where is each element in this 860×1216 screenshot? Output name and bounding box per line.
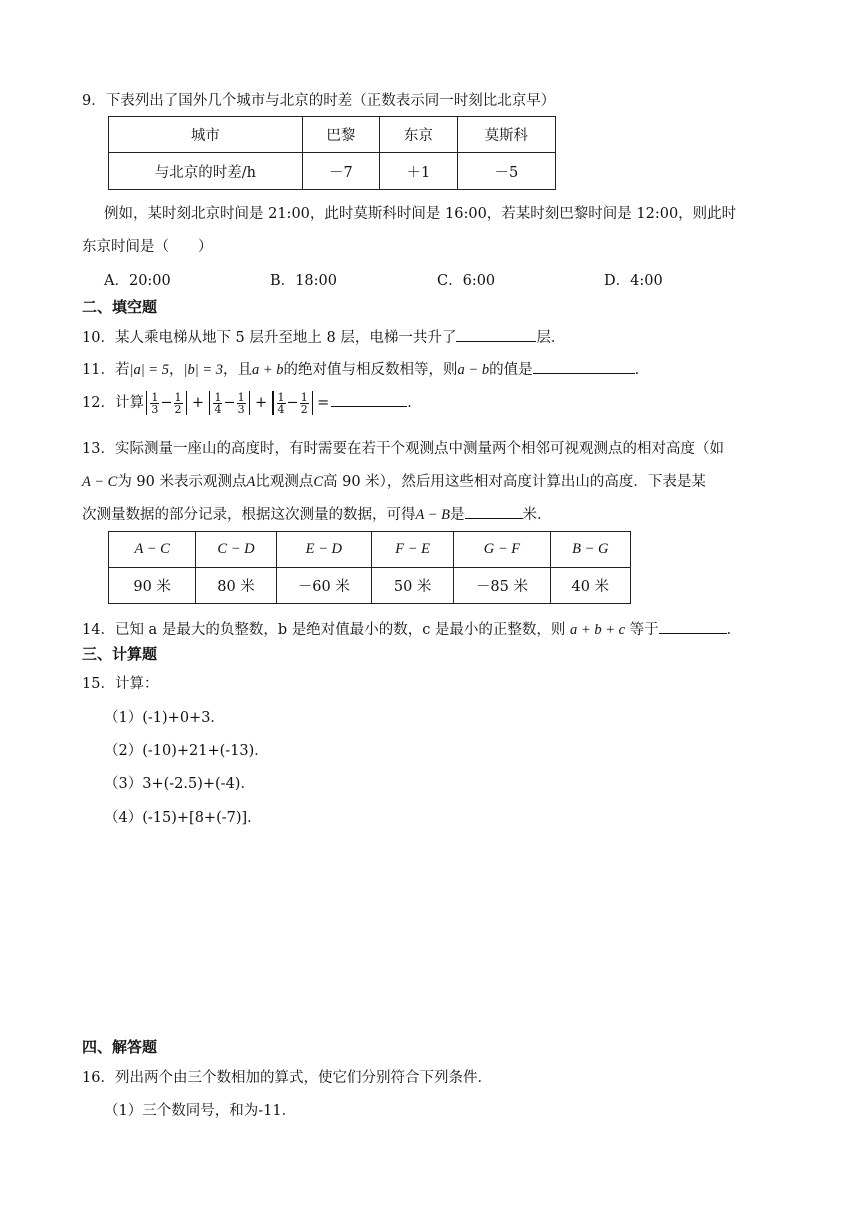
q15-item: （1）(-1)+0+3．: [104, 710, 225, 726]
q13-text: 是: [450, 507, 465, 523]
fraction: [300, 392, 309, 415]
q9-example-line2: 东京时间是（ ）: [82, 239, 213, 255]
q12: [82, 389, 422, 417]
table-cell: －5: [457, 153, 555, 190]
measurement-table: [108, 531, 631, 604]
table-cell: －60 米: [276, 568, 371, 604]
abs-bar: [272, 391, 273, 415]
section-heading-answer: 四、解答题: [82, 1038, 158, 1056]
q11-text: 11．若: [82, 362, 130, 378]
table-header-cell: F − E: [371, 532, 453, 568]
table-cell: 40 米: [550, 568, 630, 604]
answer-blank: [659, 619, 727, 634]
q11-tail: ．: [634, 362, 650, 378]
table-header-cell: 巴黎: [302, 117, 379, 153]
fraction: [237, 392, 246, 415]
table-header-cell: B − G: [550, 532, 630, 568]
q12-tail: ．: [407, 395, 422, 411]
q13-text: 高 90 米），然后用这些相对高度计算出山的高度．下表是某: [323, 474, 706, 490]
abs-bar: [249, 391, 250, 415]
q15-item: （4）(-15)+[8+(-7)]．: [104, 810, 262, 826]
q10: [82, 326, 565, 347]
denominator: 2: [174, 402, 182, 416]
q11-math: |a| = 5: [129, 362, 169, 378]
table-header-cell: A − C: [109, 532, 196, 568]
abs-bar: [146, 391, 147, 415]
q13-math: A − B: [415, 507, 450, 523]
abs-bar: [186, 391, 187, 415]
q13-text: 次测量数据的部分记录，根据这次测量的数据，可得: [82, 507, 416, 523]
fraction: [213, 392, 222, 415]
table-cell: 80 米: [196, 568, 276, 604]
q14-tail: ．: [726, 622, 742, 638]
table-cell: －85 米: [454, 568, 550, 604]
answer-blank: [456, 327, 536, 342]
q14: [82, 618, 741, 639]
abs-bar: [209, 391, 210, 415]
timezone-table: [108, 116, 556, 190]
abs-bar: [312, 391, 313, 415]
q13-text: 比观测点: [255, 474, 314, 490]
q10-text: 10．某人乘电梯从地下 5 层升至地上 8 层，电梯一共升了: [82, 330, 457, 346]
q13-math: A: [246, 474, 256, 490]
operator: +: [254, 395, 268, 411]
table-cell: 50 米: [371, 568, 453, 604]
table-header-cell: C − D: [196, 532, 276, 568]
q11: [82, 358, 649, 379]
fraction: [174, 392, 183, 415]
q9-example-line1: 例如，某时刻北京时间是 21:00，此时莫斯科时间是 16:00，若某时刻巴黎时间是 12:00，则此时: [104, 206, 737, 222]
answer-blank: [331, 392, 407, 407]
operator: =: [317, 395, 330, 411]
table-header-cell: 东京: [380, 117, 457, 153]
denominator: 3: [151, 402, 159, 416]
table-header-cell: E − D: [276, 532, 371, 568]
table-cell: 与北京的时差/h: [109, 153, 303, 190]
q14-text: 等于: [629, 622, 659, 638]
q13-line2: [82, 470, 706, 491]
answer-blank: [465, 504, 523, 519]
q13-text: 为 90 米表示观测点: [117, 474, 247, 490]
operator: −: [160, 395, 173, 411]
q14-math: a + b + c: [570, 622, 626, 638]
q10-tail: 层．: [536, 330, 566, 346]
table-header-cell: 莫斯科: [457, 117, 555, 153]
q13-line1: 13．实际测量一座山的高度时，有时需要在若干个观测点中测量两个相邻可视观测点的相对高度（如: [82, 441, 724, 457]
q11-text: 的绝对值与相反数相等，则: [283, 362, 458, 378]
numerator: 1: [237, 390, 245, 404]
numerator: 1: [277, 390, 285, 404]
q11-text: ，且: [222, 362, 252, 378]
q9-option-c: C．6:00: [437, 273, 496, 289]
denominator: 3: [237, 402, 245, 416]
table-cell: 90 米: [109, 568, 196, 604]
fraction: [277, 392, 286, 415]
q9-option-a: A．20:00: [104, 273, 171, 289]
numerator: 1: [174, 390, 182, 404]
q15-item: （3）3+(-2.5)+(-4)．: [104, 776, 255, 792]
q9-option-d: D．4:00: [604, 273, 663, 289]
q11-text: 的值是: [489, 362, 533, 378]
q13-math: C: [313, 474, 324, 490]
q9-stem: 9．下表列出了国外几个城市与北京的时差（正数表示同一时刻比北京早）: [82, 93, 556, 109]
q16-item: （1）三个数同号，和为-11．: [104, 1103, 297, 1119]
q16-stem: 16．列出两个由三个数相加的算式，使它们分别符合下列条件．: [82, 1070, 492, 1086]
q15-item: （2）(-10)+21+(-13)．: [104, 743, 269, 759]
operator: −: [223, 395, 236, 411]
q11-math: a + b: [251, 362, 284, 378]
denominator: 4: [214, 402, 222, 416]
q11-math: |b| = 3: [183, 362, 223, 378]
numerator: 1: [214, 390, 222, 404]
fraction: [150, 392, 159, 415]
table-header-cell: 城市: [109, 117, 303, 153]
q13-tail: 米．: [522, 507, 552, 523]
q13-math: A − C: [82, 474, 118, 490]
numerator: 1: [151, 390, 159, 404]
denominator: 2: [300, 402, 308, 416]
q12-prefix: 12．计算: [82, 395, 144, 411]
q9-option-b: B．18:00: [270, 273, 337, 289]
section-heading-calculation: 三、计算题: [82, 645, 158, 663]
q11-math: a − b: [457, 362, 490, 378]
q15-stem: 15．计算：: [82, 676, 159, 692]
answer-blank: [533, 359, 635, 374]
table-header-cell: G − F: [454, 532, 550, 568]
table-cell: ＋1: [380, 153, 457, 190]
q14-text: 14．已知 a 是最大的负整数，b 是绝对值最小的数，c 是最小的正整数，则: [82, 622, 566, 638]
q11-text: ，: [168, 362, 184, 378]
operator: −: [286, 395, 299, 411]
q13-line3: [82, 503, 552, 524]
denominator: 4: [277, 402, 285, 416]
section-heading-fill-in: 二、填空题: [82, 298, 158, 316]
numerator: 1: [300, 390, 308, 404]
table-cell: －7: [302, 153, 379, 190]
operator: +: [191, 395, 205, 411]
